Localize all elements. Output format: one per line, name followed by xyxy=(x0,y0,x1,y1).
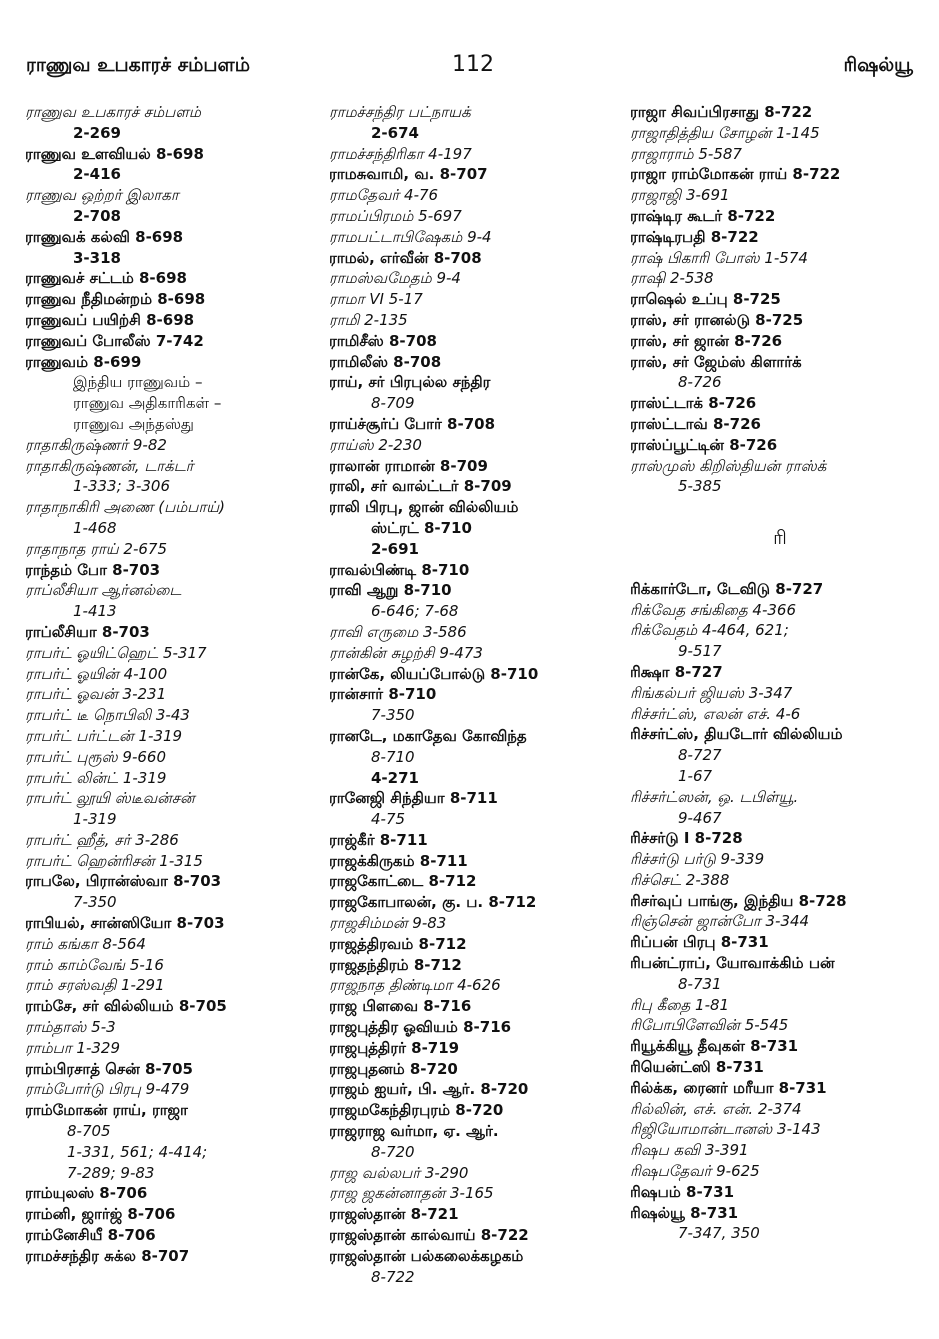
index-entry: ராஜத்திரவம் 8-712 xyxy=(329,934,467,953)
index-entry: 2-674 xyxy=(371,123,419,142)
index-entry: 7-350 xyxy=(371,706,415,725)
index-entry: ராஜக்கிருகம் 8-711 xyxy=(329,851,468,870)
index-entry: ராஜம் ஐயர், பி. ஆர். 8-720 xyxy=(329,1080,529,1099)
index-entry: ராணுவ உளவியல் 8-698 xyxy=(25,144,204,163)
index-entry: ராபர்ட் ஹீத், சர் 3-286 xyxy=(25,830,179,849)
index-entry: ராலி பிரபு, ஜான் வில்லியம் xyxy=(329,498,519,517)
index-column-1 xyxy=(25,102,325,1267)
index-entry: ராஜ வல்லபர் 3-290 xyxy=(329,1163,469,1182)
index-entry: ராஜ ஜகன்னாதன் 3-165 xyxy=(329,1184,494,1203)
index-entry: ராஸ், சர் ரானல்டு 8-725 xyxy=(630,310,804,329)
index-entry: ராஜபுத்திர ஓவியம் 8-716 xyxy=(329,1018,512,1037)
index-entry: ராஜஸ்தான் கால்வாய் 8-722 xyxy=(329,1226,529,1245)
index-entry: 7-289; 9-83 xyxy=(67,1163,155,1182)
index-entry: 7-347, 350 xyxy=(678,1224,760,1243)
index-entry: ராபர்ட் ஓயின் 4-100 xyxy=(25,664,168,683)
index-entry: ராஜராஜ வர்மா, ஏ. ஆர். xyxy=(329,1122,499,1141)
index-entry: ராணுவப் போலீஸ் 7-742 xyxy=(25,331,204,350)
index-entry: ராஷ்டிரபதி 8-722 xyxy=(630,227,759,246)
index-entry: 4-75 xyxy=(371,810,406,829)
index-entry: ராபர்ட் டீ நொபிலி 3-43 xyxy=(25,706,190,725)
index-entry: ராணுவ நீதிமன்றம் 8-698 xyxy=(25,290,206,309)
index-entry: ராமச்சந்திரிகா 4-197 xyxy=(329,144,472,163)
index-column-3-top xyxy=(630,102,930,497)
index-entry: ராம்யுலஸ் 8-706 xyxy=(25,1184,148,1203)
index-entry: 1-413 xyxy=(73,602,117,621)
index-entry: ரிப்பன் பிரபு 8-731 xyxy=(630,933,769,952)
index-entry: ராஜசிம்மன் 9-83 xyxy=(329,914,447,933)
index-entry: ராஸ்ட்டாக் 8-726 xyxy=(630,394,757,413)
index-entry: ரில்லின், எச். என். 2-374 xyxy=(630,1099,802,1118)
index-entry: ராமப்பிரமம் 5-697 xyxy=(329,206,462,225)
index-column-2 xyxy=(329,102,629,1287)
index-entry: ராமல், எர்வீன் 8-708 xyxy=(329,248,482,267)
index-entry: ராபர்ட் ஓயிட்ஹெட் 5-317 xyxy=(25,643,207,662)
index-entry: ராதாகிருஷ்ணர் 9-82 xyxy=(25,435,167,454)
index-entry: ராஜபுதனம் 8-720 xyxy=(329,1059,458,1078)
running-head-left: ராணுவ உபகாரச் சம்பளம் xyxy=(26,54,250,76)
index-entry: இந்திய ராணுவம் – xyxy=(73,373,203,392)
index-entry: ராபர்ட் ஹென்ரிசன் 1-315 xyxy=(25,851,203,870)
index-entry: 9-467 xyxy=(678,808,722,827)
index-entry: ராஜதந்திரம் 8-712 xyxy=(329,955,462,974)
index-entry: 7-350 xyxy=(73,893,117,912)
index-entry: ராஜஸ்தான் 8-721 xyxy=(329,1205,459,1224)
index-entry: ராஜாஜி 3-691 xyxy=(630,186,730,205)
index-entry: ராமதேவர் 4-76 xyxy=(329,186,439,205)
index-entry: ராஸ், சர் ஜான் 8-726 xyxy=(630,331,783,350)
index-entry: ராம்மோகன் ராய், ராஜா xyxy=(25,1101,188,1120)
index-entry: ராணுவ அந்தஸ்து xyxy=(73,414,194,433)
index-entry: ரானேஜி சிந்தியா 8-711 xyxy=(329,789,498,808)
page-number: 112 xyxy=(452,52,494,77)
spacer xyxy=(630,497,930,518)
index-entry: ராதாநாகிரி அணை (பம்பாய்) xyxy=(25,498,226,517)
index-entry: ராணுவச் சட்டம் 8-698 xyxy=(25,269,187,288)
index-entry: ராப்லீசியா 8-703 xyxy=(25,622,150,641)
index-entry: ராஷெல் உப்பு 8-725 xyxy=(630,290,781,309)
index-entry: 1-67 xyxy=(678,766,713,785)
index-entry: 6-646; 7-68 xyxy=(371,602,459,621)
index-entry: ராமஸ்வமேதம் 9-4 xyxy=(329,269,461,288)
index-entry: ராம்பா 1-329 xyxy=(25,1038,121,1057)
index-entry: ரிச்சர்ட்ஸ், தியடோர் வில்லியம் xyxy=(630,725,843,744)
index-entry: ராபர்ட் லூயி ஸ்டீவன்சன் xyxy=(25,789,195,808)
index-entry: ராய்ஸ் 2-230 xyxy=(329,435,422,454)
index-entry: ராணுவ ஒற்றர் இலாகா xyxy=(25,186,179,205)
index-entry: ராஸ்முஸ் கிறிஸ்தியன் ராஸ்க் xyxy=(630,456,827,475)
index-entry: ராம் காம்வேங் 5-16 xyxy=(25,955,164,974)
index-entry: 1-333; 3-306 xyxy=(73,477,170,496)
index-entry: ரிக்கார்டோ, டேவிடு 8-727 xyxy=(630,579,824,598)
index-entry: ராணுவ அதிகாரிகள் – xyxy=(73,394,222,413)
index-entry: ராபர்ட் புரூஸ் 9-660 xyxy=(25,747,166,766)
index-entry: ராம்னி, ஜார்ஜ் 8-706 xyxy=(25,1205,176,1224)
index-entry: ரிச்செட் 2-388 xyxy=(630,870,730,889)
index-entry: 3-318 xyxy=(73,248,121,267)
index-entry: ராபர்ட் லின்ட் 1-319 xyxy=(25,768,167,787)
index-entry: ராணுவப் பயிற்சி 8-698 xyxy=(25,310,195,329)
index-entry: ராபியல், சான்ஸியோ 8-703 xyxy=(25,914,225,933)
index-entry: ரிபன்ட்ராப், யோவாக்கிம் பன் xyxy=(630,954,835,973)
index-entry: ராவல்பிண்டி 8-710 xyxy=(329,560,470,579)
index-entry: ராவி எருமை 3-586 xyxy=(329,622,467,641)
index-entry: ராய்ச்சூர்ப் போர் 8-708 xyxy=(329,414,496,433)
index-entry: ராந்தம் போ 8-703 xyxy=(25,560,161,579)
index-entry: 2-708 xyxy=(73,206,121,225)
index-entry: 8-731 xyxy=(678,974,722,993)
index-entry: ராமிசீஸ் 8-708 xyxy=(329,331,437,350)
index-entry: ராஷ்டிர கூடர் 8-722 xyxy=(630,206,776,225)
index-entry: ராஜா சிவப்பிரசாது 8-722 xyxy=(630,103,813,121)
index-entry: ராதாநாத ராய் 2-675 xyxy=(25,539,167,558)
index-entry: 4-271 xyxy=(371,768,419,787)
index-entry: ராமி 2-135 xyxy=(329,310,408,329)
index-entry: ரிக்வேத சங்கிதை 4-366 xyxy=(630,600,796,619)
index-entry: ரிஷல்யூ 8-731 xyxy=(630,1203,739,1222)
index-entry: ரிஷபம் 8-731 xyxy=(630,1182,735,1201)
index-entry: 8-709 xyxy=(371,394,415,413)
index-entry: ராஜ்கீர் 8-711 xyxy=(329,830,428,849)
index-entry: 8-726 xyxy=(678,373,722,392)
index-entry: ரிச்சர்ட்ஸ், எலன் எச். 4-6 xyxy=(630,704,801,723)
index-entry: ராய், சர் பிரபுல்ல சந்திர xyxy=(329,373,491,392)
index-entry: 1-331, 561; 4-414; xyxy=(67,1142,208,1161)
index-entry: ரிங்கல்பர் ஜியஸ் 3-347 xyxy=(630,683,793,702)
index-entry: ராஜமகேந்திரபுரம் 8-720 xyxy=(329,1101,504,1120)
index-entry: ராஜகோட்டை 8-712 xyxy=(329,872,477,891)
index-entry: ராபர்ட் ஓவன் 3-231 xyxy=(25,685,167,704)
index-entry: ரான்சார் 8-710 xyxy=(329,685,437,704)
index-entry: ரியென்ட்ஸி 8-731 xyxy=(630,1058,764,1077)
index-entry: 8-705 xyxy=(67,1122,111,1141)
index-column-3-bottom xyxy=(630,579,930,1245)
index-entry: ராம்தாஸ் 5-3 xyxy=(25,1018,116,1037)
index-entry: ராம்சே, சர் வில்லியம் 8-705 xyxy=(25,997,227,1016)
index-entry: ராலி, சர் வால்ட்டர் 8-709 xyxy=(329,477,512,496)
index-entry: ராம்போர்டு பிரபு 9-479 xyxy=(25,1080,190,1099)
index-entry: 9-517 xyxy=(678,642,722,661)
index-entry: ரிச்சர்ட்ஸன், ஒ. டபிள்யூ. xyxy=(630,787,799,806)
index-entry: ரியூக்கியூ தீவுகள் 8-731 xyxy=(630,1037,799,1056)
index-entry: ராப்லீசியா ஆர்னல்டை xyxy=(25,581,182,600)
index-entry: ரிசர்வுப் பாங்கு, இந்திய 8-728 xyxy=(630,891,847,910)
index-entry: ரிஷபதேவர் 9-625 xyxy=(630,1162,760,1181)
running-head-right: ரிஷல்யூ xyxy=(843,54,913,76)
index-entry: 2-416 xyxy=(73,165,121,184)
index-entry: ரிக்ஷா 8-727 xyxy=(630,662,723,681)
index-entry: ராஷி 2-538 xyxy=(630,269,714,288)
index-entry: ராமச்சந்திர சுக்ல 8-707 xyxy=(25,1246,190,1265)
spacer xyxy=(630,558,930,579)
index-entry: 2-691 xyxy=(371,539,419,558)
index-entry: ராமச்சந்திர பட்நாயக் xyxy=(329,103,471,121)
index-column-3 xyxy=(630,102,930,1244)
index-entry: ராமபட்டாபிஷேகம் 9-4 xyxy=(329,227,492,246)
index-entry: ராம் சரஸ்வதி 1-291 xyxy=(25,976,165,995)
index-entry: 5-385 xyxy=(678,477,722,496)
index-entry: ராம்னேசியீ 8-706 xyxy=(25,1226,156,1245)
index-entry: ரிஜியோமான்டானஸ் 3-143 xyxy=(630,1120,821,1139)
index-entry: ராமா VI 5-17 xyxy=(329,290,423,309)
index-entry: ரிக்வேதம் 4-464, 621; xyxy=(630,621,789,640)
index-entry: ரிச்சர்டு பர்டு 9-339 xyxy=(630,850,765,869)
index-entry: ராஜாதித்திய சோழன் 1-145 xyxy=(630,123,820,142)
index-entry: ரிச்சர்டு I 8-728 xyxy=(630,829,743,848)
index-entry: ராம்பிரசாத் சென் 8-705 xyxy=(25,1059,193,1078)
section-heading: ரி xyxy=(773,526,787,549)
index-entry: ராணுவக் கல்வி 8-698 xyxy=(25,227,184,246)
index-entry: ராணுவ உபகாரச் சம்பளம் xyxy=(25,103,201,121)
index-entry: ராஜபுத்திரர் 8-719 xyxy=(329,1038,460,1057)
index-entry: ரில்க்க, ரைனர் மரீயா 8-731 xyxy=(630,1078,827,1097)
index-entry: ராமிலீஸ் 8-708 xyxy=(329,352,442,371)
index-entry: ராஸ்ப்பூட்டின் 8-726 xyxy=(630,435,778,454)
index-entry: 8-722 xyxy=(371,1267,415,1286)
index-entry: 1-319 xyxy=(73,810,117,829)
index-entry: 8-720 xyxy=(371,1142,415,1161)
index-entry: 8-727 xyxy=(678,746,722,765)
index-entry: ரிஞ்சென் ஜான்போ 3-344 xyxy=(630,912,810,931)
index-entry: ரான்கின் சுழற்சி 9-473 xyxy=(329,643,483,662)
index-entry: ராமசுவாமி, வ. 8-707 xyxy=(329,165,488,184)
index-entry: ராஷ் பிகாரி போஸ் 1-574 xyxy=(630,248,808,267)
index-entry: ரிபோபிளேவின் 5-545 xyxy=(630,1016,789,1035)
index-entry: ராஜஸ்தான் பல்கலைக்கழகம் xyxy=(329,1246,524,1265)
index-entry: 2-269 xyxy=(73,123,121,142)
index-entry: ராஜகோபாலன், கு. ப. 8-712 xyxy=(329,893,537,912)
index-entry: ராபர்ட் பர்ட்டன் 1-319 xyxy=(25,726,183,745)
index-entry: ராலான் ராமான் 8-709 xyxy=(329,456,488,475)
index-entry: ராஜாராம் 5-587 xyxy=(630,144,742,163)
index-entry: ராஜநாத திண்டிமா 4-626 xyxy=(329,976,501,995)
index-entry: ராவி ஆறு 8-710 xyxy=(329,581,452,600)
index-entry: ஸ்ட்ரட் 8-710 xyxy=(371,518,472,537)
index-entry: 1-468 xyxy=(73,518,117,537)
index-entry: ரான்கே, லியப்போல்டு 8-710 xyxy=(329,664,539,683)
index-entry: 8-710 xyxy=(371,747,415,766)
index-entry: ராஸ், சர் ஜேம்ஸ் கிளார்க் xyxy=(630,352,802,371)
index-entry: ரானடே, மகாதேவ கோவிந்த xyxy=(329,726,527,745)
index-entry: ராஜா ராம்மோகன் ராய் 8-722 xyxy=(630,165,841,184)
index-entry: ராஸ்ட்டாவ் 8-726 xyxy=(630,414,761,433)
index-entry: ராம் கங்கா 8-564 xyxy=(25,934,146,953)
index-entry: ரிபு கீதை 1-81 xyxy=(630,995,730,1014)
index-entry: ராபலே, பிரான்ஸ்வா 8-703 xyxy=(25,872,222,891)
index-entry: ராதாகிருஷ்ணன், டாக்டர் xyxy=(25,456,194,475)
index-entry: ரிஷப கவி 3-391 xyxy=(630,1141,749,1160)
index-entry: ராஜ பிளவை 8-716 xyxy=(329,997,472,1016)
index-entry: ராணுவம் 8-699 xyxy=(25,352,142,371)
